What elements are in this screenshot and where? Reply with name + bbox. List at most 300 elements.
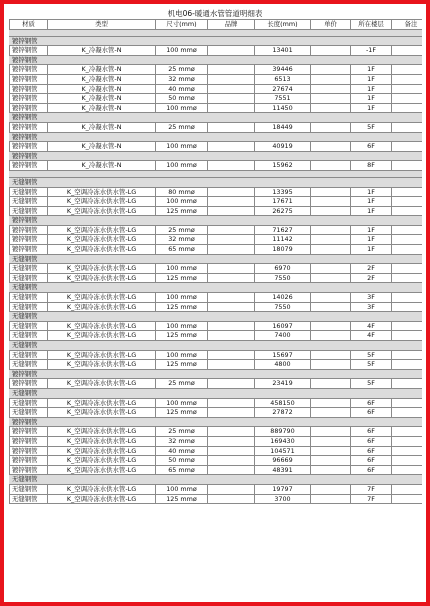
table-row	[10, 74, 423, 84]
cell-material: 无缝钢管	[10, 331, 48, 341]
cell-brand	[208, 494, 255, 504]
header-size: 尺寸(mm)	[156, 20, 208, 30]
cell-material: 无缝钢管	[10, 398, 48, 408]
cell-size: 32 mmø	[156, 74, 208, 84]
cell-type: K_空调冷冻水供水管-LG	[48, 293, 156, 303]
cell-remark	[392, 235, 423, 245]
cell-material: 无缝钢管	[10, 350, 48, 360]
cell-material: 镀锌钢管	[10, 235, 48, 245]
cell-brand	[208, 94, 255, 104]
spacer-cell	[10, 170, 423, 177]
cell-length: 19797	[255, 484, 311, 494]
cell-type: K_冷凝水管-N	[48, 103, 156, 113]
cell-type: K_冷凝水管-N	[48, 122, 156, 132]
cell-size: 100 mmø	[156, 264, 208, 274]
cell-length: 27872	[255, 408, 311, 418]
cell-material: 无缝钢管	[10, 484, 48, 494]
cell-remark	[392, 273, 423, 283]
cell-brand	[208, 321, 255, 331]
table-row	[10, 484, 423, 494]
cell-unit-price	[311, 408, 351, 418]
cell-type: K_空调冷冻水供水管-LG	[48, 360, 156, 370]
cell-floor: 1F	[351, 197, 392, 207]
cell-type: K_空调冷冻水供水管-LG	[48, 235, 156, 245]
cell-type: K_冷凝水管-N	[48, 142, 156, 152]
cell-unit-price	[311, 65, 351, 75]
cell-unit-price	[311, 161, 351, 171]
table-row	[10, 379, 423, 389]
cell-size: 40 mmø	[156, 446, 208, 456]
cell-unit-price	[311, 225, 351, 235]
cell-brand	[208, 264, 255, 274]
cell-size: 25 mmø	[156, 122, 208, 132]
cell-length: 7550	[255, 273, 311, 283]
cell-floor: 1F	[351, 206, 392, 216]
table-row	[10, 398, 423, 408]
cell-length: 40919	[255, 142, 311, 152]
cell-unit-price	[311, 302, 351, 312]
header-unit-price: 单价	[311, 20, 351, 30]
cell-size: 25 mmø	[156, 225, 208, 235]
cell-remark	[392, 465, 423, 475]
cell-type: K_空调冷冻水供水管-LG	[48, 436, 156, 446]
cell-material: 镀锌钢管	[10, 46, 48, 56]
cell-brand	[208, 331, 255, 341]
group-label: 无缝钢管	[10, 388, 423, 398]
cell-unit-price	[311, 187, 351, 197]
group-header-row	[10, 254, 423, 264]
cell-remark	[392, 65, 423, 75]
cell-size: 80 mmø	[156, 187, 208, 197]
cell-size: 125 mmø	[156, 273, 208, 283]
table-row	[10, 161, 423, 171]
cell-floor: 4F	[351, 331, 392, 341]
cell-brand	[208, 206, 255, 216]
group-header-row	[10, 36, 423, 46]
cell-floor: 7F	[351, 484, 392, 494]
header-floor: 所在楼层	[351, 20, 392, 30]
cell-material: 无缝钢管	[10, 206, 48, 216]
cell-length: 6513	[255, 74, 311, 84]
header-brand: 品牌	[208, 20, 255, 30]
cell-brand	[208, 161, 255, 171]
cell-size: 125 mmø	[156, 360, 208, 370]
cell-length: 18079	[255, 245, 311, 255]
cell-type: K_空调冷冻水供水管-LG	[48, 197, 156, 207]
cell-remark	[392, 379, 423, 389]
cell-unit-price	[311, 321, 351, 331]
cell-size: 50 mmø	[156, 456, 208, 466]
cell-brand	[208, 350, 255, 360]
cell-type: K_空调冷冻水供水管-LG	[48, 264, 156, 274]
cell-material: 镀锌钢管	[10, 142, 48, 152]
table-row	[10, 206, 423, 216]
cell-unit-price	[311, 465, 351, 475]
cell-unit-price	[311, 446, 351, 456]
cell-type: K_空调冷冻水供水管-LG	[48, 408, 156, 418]
cell-remark	[392, 408, 423, 418]
cell-floor: -1F	[351, 46, 392, 56]
cell-unit-price	[311, 273, 351, 283]
cell-material: 镀锌钢管	[10, 446, 48, 456]
cell-size: 100 mmø	[156, 398, 208, 408]
cell-floor: 6F	[351, 456, 392, 466]
cell-remark	[392, 94, 423, 104]
cell-brand	[208, 74, 255, 84]
cell-type: K_冷凝水管-N	[48, 94, 156, 104]
cell-remark	[392, 225, 423, 235]
cell-size: 100 mmø	[156, 142, 208, 152]
table-row	[10, 465, 423, 475]
cell-material: 镀锌钢管	[10, 161, 48, 171]
group-label: 镀锌钢管	[10, 55, 423, 65]
cell-unit-price	[311, 293, 351, 303]
cell-size: 100 mmø	[156, 46, 208, 56]
group-label: 无缝钢管	[10, 341, 423, 351]
cell-brand	[208, 84, 255, 94]
cell-remark	[392, 446, 423, 456]
cell-unit-price	[311, 245, 351, 255]
cell-unit-price	[311, 436, 351, 446]
cell-floor: 2F	[351, 264, 392, 274]
cell-size: 125 mmø	[156, 494, 208, 504]
group-header-row	[10, 388, 423, 398]
group-label: 无缝钢管	[10, 312, 423, 322]
cell-size: 65 mmø	[156, 245, 208, 255]
cell-size: 125 mmø	[156, 408, 208, 418]
cell-brand	[208, 446, 255, 456]
group-header-row	[10, 151, 423, 161]
cell-size: 100 mmø	[156, 197, 208, 207]
cell-remark	[392, 142, 423, 152]
cell-remark	[392, 398, 423, 408]
cell-type: K_空调冷冻水供水管-LG	[48, 456, 156, 466]
cell-length: 11142	[255, 235, 311, 245]
cell-floor: 3F	[351, 302, 392, 312]
group-label: 无缝钢管	[10, 475, 423, 485]
cell-floor: 1F	[351, 225, 392, 235]
cell-unit-price	[311, 122, 351, 132]
cell-material: 镀锌钢管	[10, 103, 48, 113]
cell-size: 125 mmø	[156, 302, 208, 312]
table-row	[10, 293, 423, 303]
cell-size: 100 mmø	[156, 484, 208, 494]
cell-floor: 4F	[351, 321, 392, 331]
cell-length: 23419	[255, 379, 311, 389]
cell-length: 15962	[255, 161, 311, 171]
cell-type: K_空调冷冻水供水管-LG	[48, 245, 156, 255]
table-row	[10, 264, 423, 274]
cell-length: 71627	[255, 225, 311, 235]
header-type: 类型	[48, 20, 156, 30]
cell-brand	[208, 46, 255, 56]
cell-size: 125 mmø	[156, 206, 208, 216]
cell-unit-price	[311, 103, 351, 113]
cell-material: 镀锌钢管	[10, 65, 48, 75]
cell-unit-price	[311, 84, 351, 94]
cell-remark	[392, 350, 423, 360]
table-row	[10, 360, 423, 370]
cell-remark	[392, 46, 423, 56]
cell-unit-price	[311, 197, 351, 207]
cell-brand	[208, 235, 255, 245]
group-header-row	[10, 177, 423, 187]
cell-length: 7551	[255, 94, 311, 104]
table-row	[10, 350, 423, 360]
cell-floor: 1F	[351, 74, 392, 84]
cell-material: 无缝钢管	[10, 187, 48, 197]
cell-remark	[392, 484, 423, 494]
cell-length: 7400	[255, 331, 311, 341]
cell-type: K_空调冷冻水供水管-LG	[48, 206, 156, 216]
cell-brand	[208, 408, 255, 418]
group-header-row	[10, 417, 423, 427]
table-row	[10, 225, 423, 235]
cell-floor: 2F	[351, 273, 392, 283]
header-length: 长度(mm)	[255, 20, 311, 30]
table-row	[10, 321, 423, 331]
pipe-schedule-table	[9, 19, 422, 504]
cell-floor: 1F	[351, 245, 392, 255]
cell-unit-price	[311, 264, 351, 274]
group-label: 镀锌钢管	[10, 216, 423, 226]
cell-length: 11450	[255, 103, 311, 113]
schedule-title: 机电06-暖通水管管道明细表	[167, 9, 263, 18]
cell-unit-price	[311, 398, 351, 408]
cell-unit-price	[311, 74, 351, 84]
group-header-row	[10, 283, 423, 293]
group-spacer-row	[10, 170, 423, 177]
cell-length: 104571	[255, 446, 311, 456]
cell-type: K_空调冷冻水供水管-LG	[48, 302, 156, 312]
cell-brand	[208, 456, 255, 466]
cell-remark	[392, 456, 423, 466]
cell-brand	[208, 379, 255, 389]
cell-material: 镀锌钢管	[10, 436, 48, 446]
cell-material: 无缝钢管	[10, 408, 48, 418]
cell-length: 39446	[255, 65, 311, 75]
cell-brand	[208, 484, 255, 494]
cell-floor: 6F	[351, 408, 392, 418]
table-row	[10, 235, 423, 245]
cell-unit-price	[311, 360, 351, 370]
group-spacer-row	[10, 29, 423, 36]
cell-unit-price	[311, 427, 351, 437]
group-label: 镀锌钢管	[10, 132, 423, 142]
cell-remark	[392, 197, 423, 207]
cell-remark	[392, 427, 423, 437]
table-row	[10, 84, 423, 94]
cell-unit-price	[311, 379, 351, 389]
cell-remark	[392, 206, 423, 216]
cell-remark	[392, 494, 423, 504]
cell-unit-price	[311, 456, 351, 466]
cell-size: 100 mmø	[156, 350, 208, 360]
table-row	[10, 142, 423, 152]
cell-size: 65 mmø	[156, 465, 208, 475]
cell-material: 无缝钢管	[10, 273, 48, 283]
cell-unit-price	[311, 206, 351, 216]
cell-unit-price	[311, 94, 351, 104]
cell-unit-price	[311, 331, 351, 341]
cell-type: K_空调冷冻水供水管-LG	[48, 446, 156, 456]
cell-floor: 6F	[351, 436, 392, 446]
cell-material: 无缝钢管	[10, 494, 48, 504]
group-header-row	[10, 132, 423, 142]
cell-unit-price	[311, 350, 351, 360]
cell-type: K_空调冷冻水供水管-LG	[48, 398, 156, 408]
cell-brand	[208, 465, 255, 475]
group-header-row	[10, 55, 423, 65]
spacer-cell	[10, 29, 423, 36]
cell-floor: 6F	[351, 398, 392, 408]
cell-size: 100 mmø	[156, 103, 208, 113]
group-header-row	[10, 216, 423, 226]
cell-type: K_空调冷冻水供水管-LG	[48, 494, 156, 504]
cell-unit-price	[311, 142, 351, 152]
table-row	[10, 65, 423, 75]
cell-material: 无缝钢管	[10, 293, 48, 303]
cell-unit-price	[311, 484, 351, 494]
header-row	[10, 20, 423, 30]
cell-floor: 5F	[351, 122, 392, 132]
group-label: 镀锌钢管	[10, 151, 423, 161]
cell-size: 25 mmø	[156, 65, 208, 75]
cell-floor: 6F	[351, 427, 392, 437]
table-row	[10, 94, 423, 104]
cell-remark	[392, 321, 423, 331]
cell-material: 无缝钢管	[10, 197, 48, 207]
table-row	[10, 273, 423, 283]
cell-type: K_冷凝水管-N	[48, 161, 156, 171]
cell-type: K_冷凝水管-N	[48, 84, 156, 94]
table-row	[10, 245, 423, 255]
group-header-row	[10, 113, 423, 123]
cell-remark	[392, 264, 423, 274]
cell-type: K_冷凝水管-N	[48, 65, 156, 75]
table-row	[10, 103, 423, 113]
cell-remark	[392, 360, 423, 370]
group-label: 无缝钢管	[10, 177, 423, 187]
cell-size: 25 mmø	[156, 379, 208, 389]
cell-brand	[208, 360, 255, 370]
table-row	[10, 494, 423, 504]
cell-material: 镀锌钢管	[10, 456, 48, 466]
cell-brand	[208, 122, 255, 132]
cell-length: 889790	[255, 427, 311, 437]
cell-length: 7550	[255, 302, 311, 312]
cell-brand	[208, 436, 255, 446]
table-row	[10, 187, 423, 197]
cell-brand	[208, 187, 255, 197]
cell-remark	[392, 84, 423, 94]
cell-remark	[392, 122, 423, 132]
cell-remark	[392, 161, 423, 171]
cell-floor: 6F	[351, 142, 392, 152]
cell-type: K_空调冷冻水供水管-LG	[48, 465, 156, 475]
cell-length: 15697	[255, 350, 311, 360]
cell-brand	[208, 273, 255, 283]
group-header-row	[10, 475, 423, 485]
cell-length: 26275	[255, 206, 311, 216]
cell-type: K_冷凝水管-N	[48, 46, 156, 56]
cell-length: 6970	[255, 264, 311, 274]
cell-remark	[392, 302, 423, 312]
cell-size: 25 mmø	[156, 427, 208, 437]
cell-floor: 1F	[351, 103, 392, 113]
cell-length: 4800	[255, 360, 311, 370]
cell-type: K_空调冷冻水供水管-LG	[48, 273, 156, 283]
cell-material: 无缝钢管	[10, 302, 48, 312]
table-row	[10, 436, 423, 446]
cell-material: 镀锌钢管	[10, 84, 48, 94]
table-row	[10, 46, 423, 56]
cell-size: 32 mmø	[156, 436, 208, 446]
cell-material: 镀锌钢管	[10, 74, 48, 84]
cell-brand	[208, 293, 255, 303]
cell-material: 镀锌钢管	[10, 94, 48, 104]
cell-brand	[208, 142, 255, 152]
cell-length: 3700	[255, 494, 311, 504]
cell-length: 169430	[255, 436, 311, 446]
cell-size: 50 mmø	[156, 94, 208, 104]
group-header-row	[10, 312, 423, 322]
cell-type: K_空调冷冻水供水管-LG	[48, 321, 156, 331]
cell-type: K_空调冷冻水供水管-LG	[48, 225, 156, 235]
cell-brand	[208, 103, 255, 113]
cell-remark	[392, 245, 423, 255]
cell-unit-price	[311, 235, 351, 245]
cell-brand	[208, 65, 255, 75]
group-header-row	[10, 369, 423, 379]
group-label: 无缝钢管	[10, 283, 423, 293]
cell-floor: 1F	[351, 235, 392, 245]
cell-material: 镀锌钢管	[10, 122, 48, 132]
cell-remark	[392, 103, 423, 113]
cell-material: 镀锌钢管	[10, 245, 48, 255]
table-row	[10, 446, 423, 456]
cell-floor: 7F	[351, 494, 392, 504]
cell-floor: 5F	[351, 350, 392, 360]
table-row	[10, 331, 423, 341]
cell-remark	[392, 331, 423, 341]
cell-floor: 5F	[351, 360, 392, 370]
cell-type: K_冷凝水管-N	[48, 74, 156, 84]
cell-size: 100 mmø	[156, 321, 208, 331]
cell-remark	[392, 436, 423, 446]
cell-unit-price	[311, 46, 351, 56]
table-row	[10, 197, 423, 207]
cell-type: K_空调冷冻水供水管-LG	[48, 187, 156, 197]
cell-material: 无缝钢管	[10, 264, 48, 274]
cell-brand	[208, 245, 255, 255]
cell-material: 无缝钢管	[10, 360, 48, 370]
group-header-row	[10, 341, 423, 351]
cell-type: K_空调冷冻水供水管-LG	[48, 427, 156, 437]
table-row	[10, 122, 423, 132]
cell-floor: 1F	[351, 94, 392, 104]
table-row	[10, 427, 423, 437]
cell-remark	[392, 74, 423, 84]
cell-floor: 5F	[351, 379, 392, 389]
cell-material: 镀锌钢管	[10, 465, 48, 475]
cell-remark	[392, 293, 423, 303]
cell-material: 镀锌钢管	[10, 427, 48, 437]
cell-size: 100 mmø	[156, 293, 208, 303]
cell-brand	[208, 398, 255, 408]
group-label: 镀锌钢管	[10, 113, 423, 123]
cell-brand	[208, 197, 255, 207]
